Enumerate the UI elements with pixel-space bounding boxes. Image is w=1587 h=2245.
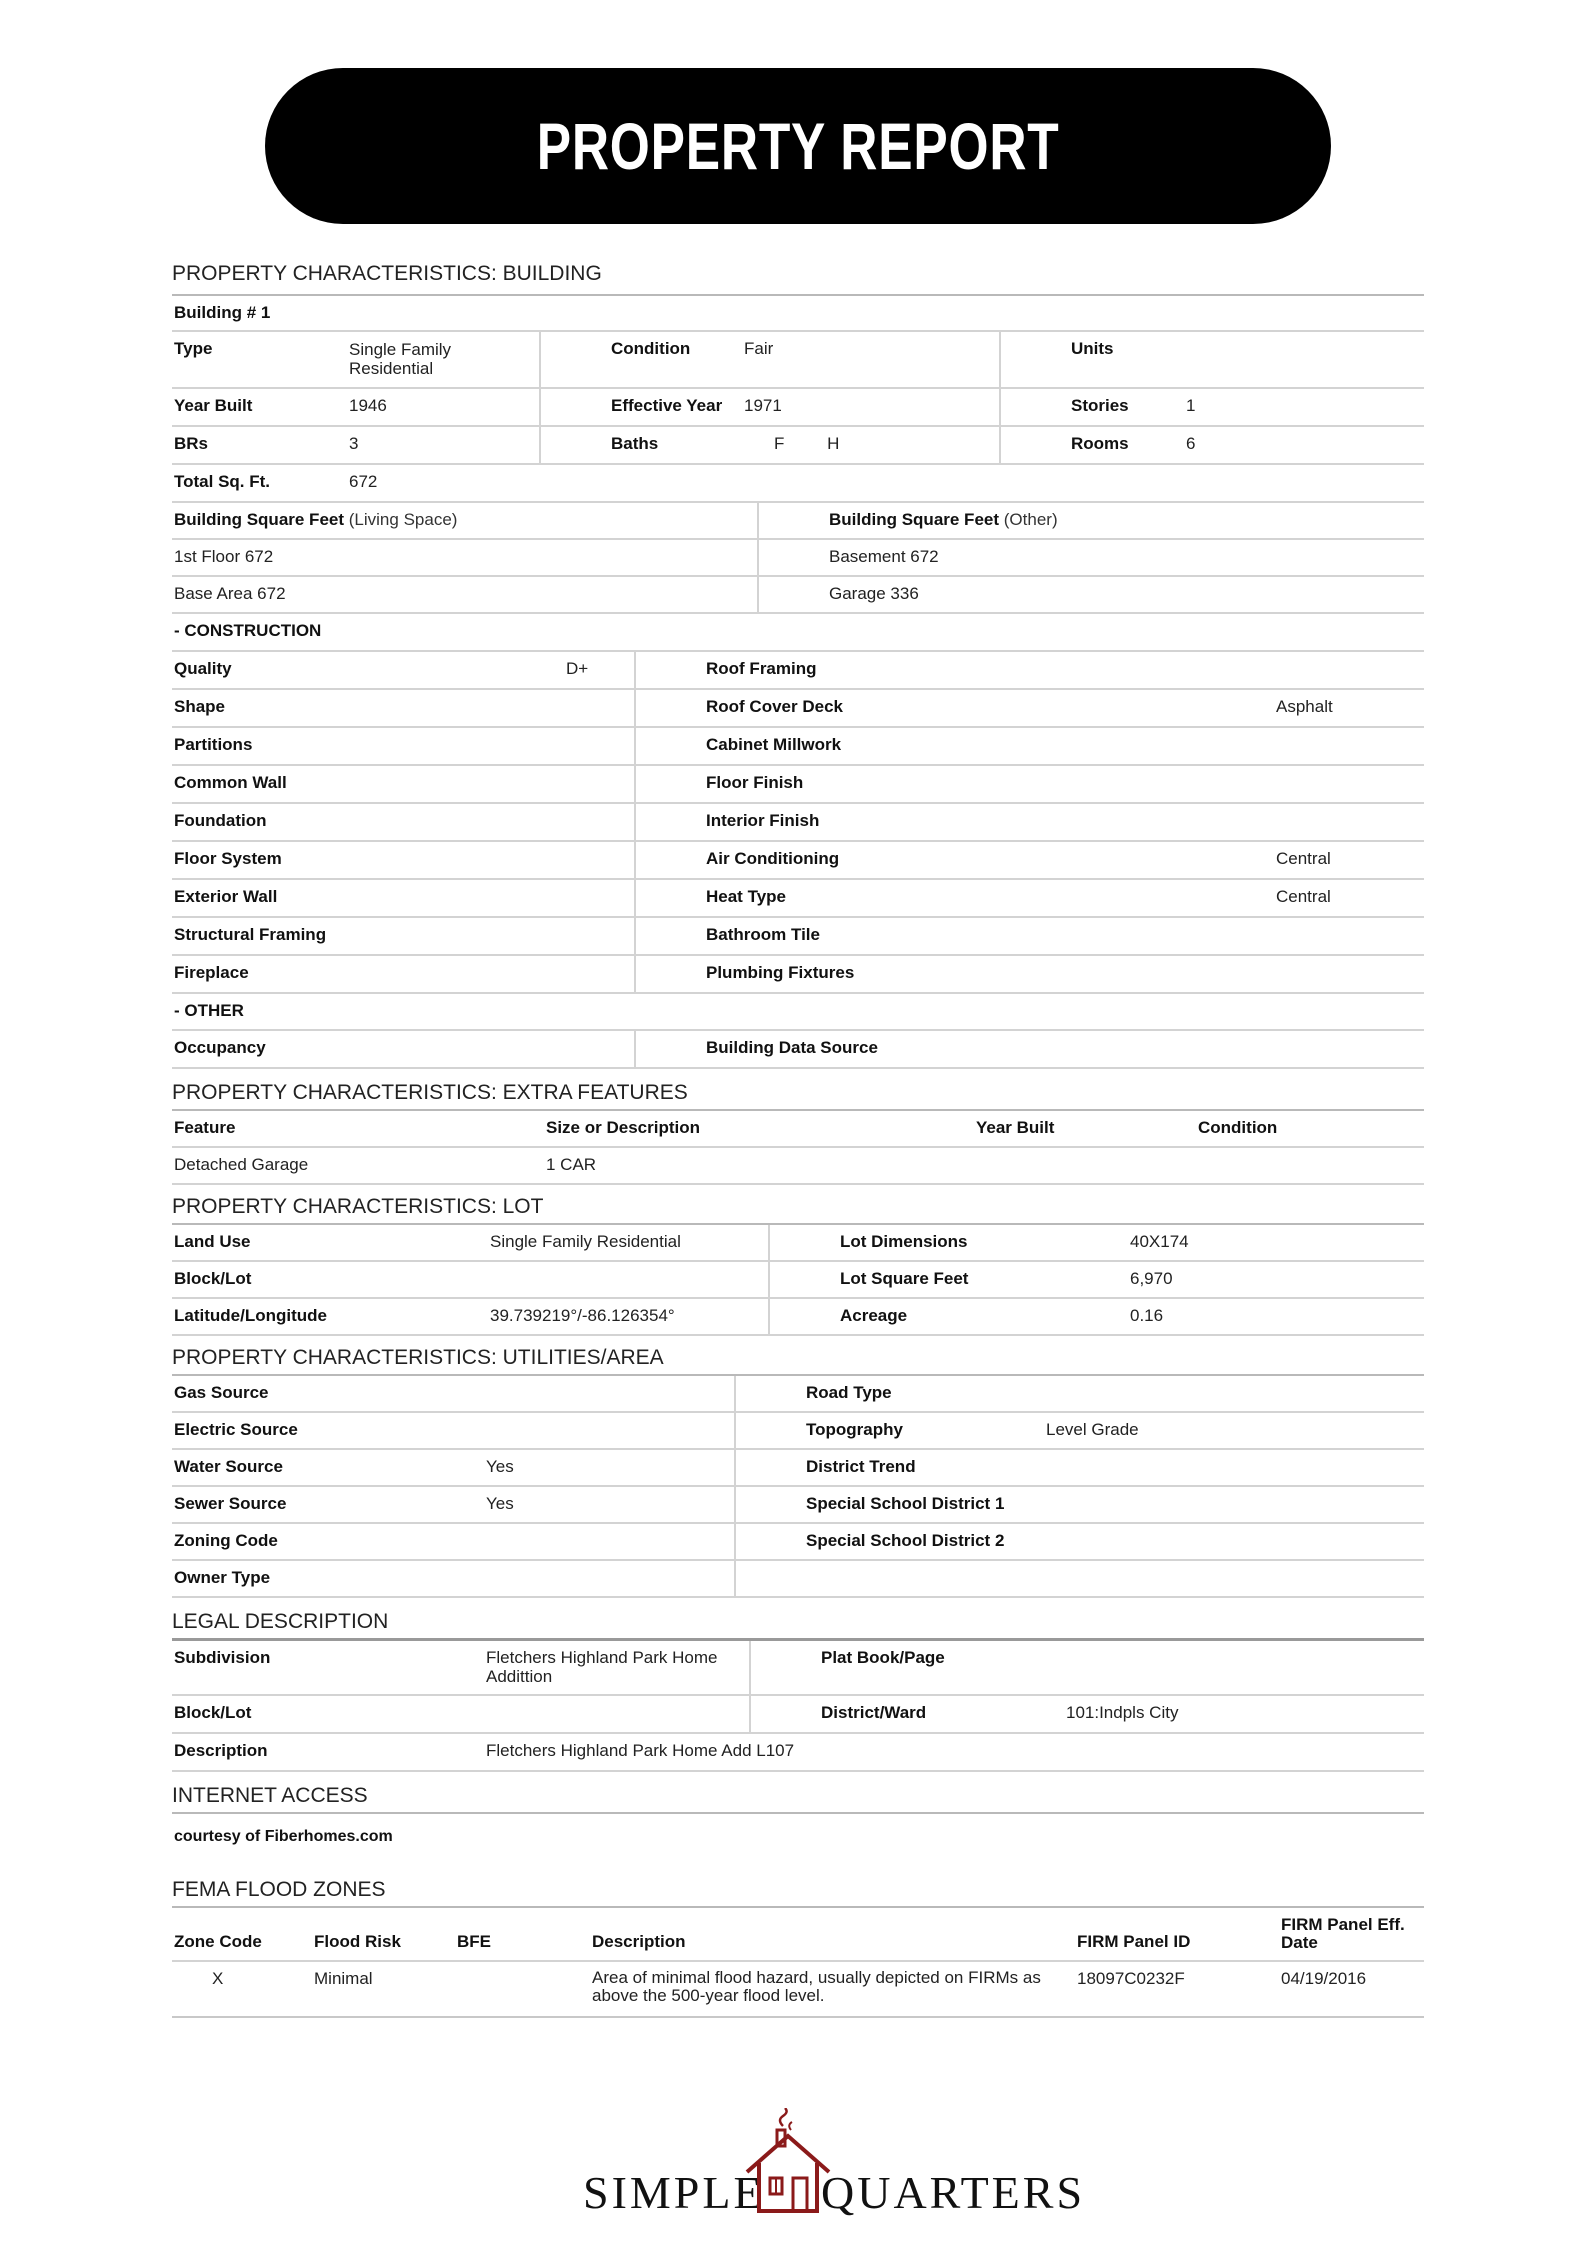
construction-table <box>172 652 1424 994</box>
fema-header-panel-date: FIRM Panel Eff. Date <box>1281 1915 1405 1952</box>
brs-value: 3 <box>349 434 359 453</box>
fema-header-description: Description <box>592 1932 686 1951</box>
fema-header-row <box>172 1908 1424 1962</box>
extra-condition <box>1196 1148 1200 1183</box>
base-area: Base Area 672 <box>174 584 286 603</box>
lot-left-value <box>488 1262 768 1297</box>
utilities-section-title: PROPERTY CHARACTERISTICS: UTILITIES/AREA <box>172 1346 1424 1376</box>
construction-right-label: Bathroom Tile <box>634 918 1274 954</box>
construction-row <box>172 918 1424 956</box>
fema-section-title: FEMA FLOOD ZONES <box>172 1878 1424 1908</box>
lot-row <box>172 1225 1424 1262</box>
construction-left-label: Quality <box>174 659 232 678</box>
utilities-left-label: Water Source <box>174 1457 283 1476</box>
fema-risk: Minimal <box>314 1969 373 1988</box>
utilities-row <box>172 1524 1424 1561</box>
lot-right-label: Lot Dimensions <box>768 1225 1128 1260</box>
construction-left-value <box>564 690 634 726</box>
extra-section-title: PROPERTY CHARACTERISTICS: EXTRA FEATURES <box>172 1081 1424 1111</box>
utilities-right-label: Road Type <box>734 1376 1044 1411</box>
living-space-label: Building Square Feet <box>174 510 345 529</box>
construction-right-label: Air Conditioning <box>634 842 1274 878</box>
logo-text-simple: SIMPLE <box>583 2167 765 2218</box>
utilities-left-label: Sewer Source <box>174 1494 287 1513</box>
legal-blocklot-value <box>484 1696 749 1732</box>
utilities-right-value <box>1044 1450 1048 1485</box>
construction-right-label: Interior Finish <box>634 804 1274 840</box>
utilities-left-value <box>484 1524 734 1559</box>
construction-right-value <box>1274 728 1278 764</box>
extra-year <box>974 1148 1196 1183</box>
effective-year-label: Effective Year <box>539 389 744 425</box>
lot-left-label: Land Use <box>174 1232 251 1251</box>
fema-header-zone: Zone Code <box>174 1932 262 1951</box>
construction-left-value <box>564 842 634 878</box>
extra-feature: Detached Garage <box>174 1155 309 1174</box>
extra-row <box>172 1148 1424 1185</box>
utilities-right-value <box>1044 1561 1048 1596</box>
units-label: Units <box>999 332 1184 387</box>
legal-blocklot-label: Block/Lot <box>174 1703 252 1722</box>
utilities-left-value <box>484 1413 734 1448</box>
fema-zone: X <box>212 1969 224 1988</box>
utilities-right-label: District Trend <box>734 1450 1044 1485</box>
total-sqft-value: 672 <box>349 472 378 491</box>
rooms-row <box>172 427 1424 465</box>
fema-header-risk: Flood Risk <box>314 1932 401 1951</box>
construction-left-label: Exterior Wall <box>174 887 278 906</box>
utilities-right-value <box>1044 1487 1048 1522</box>
lot-right-label: Lot Square Feet <box>768 1262 1128 1297</box>
lot-left-value: 39.739219°/-86.126354° <box>490 1306 675 1325</box>
stories-label: Stories <box>999 389 1184 425</box>
construction-left-label: Shape <box>174 697 226 716</box>
baths-full: F <box>774 434 785 453</box>
internet-section-title: INTERNET ACCESS <box>172 1784 1424 1814</box>
lot-table <box>172 1225 1424 1336</box>
utilities-row <box>172 1561 1424 1598</box>
simple-quarters-logo <box>583 2108 1086 2218</box>
other-title: - OTHER <box>174 1001 244 1020</box>
baths-label: Baths <box>539 427 744 463</box>
other-space-label: Building Square Feet <box>829 510 1000 529</box>
utilities-right-value <box>1044 1376 1048 1411</box>
utilities-row <box>172 1413 1424 1450</box>
type-value: Single Family Residential <box>349 340 452 378</box>
brs-label: BRs <box>174 434 209 453</box>
subdivision-value: Fletchers Highland Park Home Addittion <box>486 1648 718 1686</box>
construction-right-label: Roof Framing <box>634 652 1274 688</box>
plat-label: Plat Book/Page <box>749 1641 1064 1694</box>
lot-section-title: PROPERTY CHARACTERISTICS: LOT <box>172 1195 1424 1225</box>
lot-row <box>172 1262 1424 1299</box>
house-icon <box>743 2108 833 2218</box>
extra-header-feature: Feature <box>174 1118 236 1137</box>
lot-right-value: 40X174 <box>1130 1232 1189 1251</box>
utilities-left-label: Zoning Code <box>174 1531 278 1550</box>
report-content <box>172 262 1424 2018</box>
lot-left-label: Block/Lot <box>174 1269 252 1288</box>
report-title-banner <box>265 68 1331 224</box>
plat-value <box>1064 1641 1068 1694</box>
fema-header-panel-id: FIRM Panel ID <box>1077 1932 1191 1951</box>
baths-half: H <box>827 434 840 453</box>
other-title-row <box>172 994 1424 1031</box>
garage: Garage 336 <box>757 577 921 612</box>
construction-row <box>172 842 1424 880</box>
utilities-left-value <box>484 1376 734 1411</box>
construction-left-value: D+ <box>566 659 589 678</box>
data-source-label: Building Data Source <box>634 1031 880 1067</box>
construction-left-value <box>564 728 634 764</box>
condition-label: Condition <box>539 332 744 387</box>
utilities-right-label: Topography <box>734 1413 1044 1448</box>
construction-row <box>172 652 1424 690</box>
construction-right-value: Central <box>1276 849 1331 868</box>
building-number-row <box>172 296 1424 332</box>
year-built-label: Year Built <box>174 396 253 415</box>
construction-right-value: Central <box>1276 887 1331 906</box>
construction-left-label: Fireplace <box>174 963 249 982</box>
construction-right-value <box>1274 804 1278 840</box>
type-row <box>172 332 1424 389</box>
rooms-label: Rooms <box>999 427 1184 463</box>
construction-row <box>172 690 1424 728</box>
occupancy-label: Occupancy <box>174 1038 266 1057</box>
effective-year-value: 1971 <box>744 396 782 415</box>
utilities-left-value: Yes <box>486 1494 514 1513</box>
utilities-left-label: Owner Type <box>174 1568 271 1587</box>
construction-right-label: Plumbing Fixtures <box>634 956 1274 992</box>
fema-bfe <box>455 1962 590 2016</box>
legal-description-label: Description <box>174 1741 268 1760</box>
first-floor: 1st Floor 672 <box>174 547 274 566</box>
utilities-right-label: Special School District 2 <box>734 1524 1044 1559</box>
condition-value: Fair <box>744 339 774 358</box>
construction-left-value <box>564 766 634 802</box>
lot-right-value: 0.16 <box>1130 1306 1164 1325</box>
legal-description-row <box>172 1734 1424 1772</box>
lot-right-value: 6,970 <box>1130 1269 1173 1288</box>
construction-left-value <box>564 804 634 840</box>
other-space-sub: (Other) <box>1003 510 1058 529</box>
utilities-right-label <box>734 1561 1044 1596</box>
total-sqft-label: Total Sq. Ft. <box>174 472 271 491</box>
construction-right-label: Cabinet Millwork <box>634 728 1274 764</box>
district-label: District/Ward <box>749 1696 1064 1732</box>
district-value: 101:Indpls City <box>1066 1703 1179 1722</box>
lot-left-label: Latitude/Longitude <box>174 1306 327 1325</box>
logo-text-quarters: QUARTERS <box>821 2167 1086 2218</box>
construction-title-row <box>172 614 1424 652</box>
sqft-row-2 <box>172 577 1424 614</box>
type-label: Type <box>174 339 213 358</box>
living-space-sub: (Living Space) <box>348 510 458 529</box>
construction-left-value <box>564 918 634 954</box>
construction-left-label: Floor System <box>174 849 282 868</box>
construction-left-value <box>564 956 634 992</box>
construction-right-label: Heat Type <box>634 880 1274 916</box>
utilities-row <box>172 1487 1424 1524</box>
construction-row <box>172 728 1424 766</box>
legal-description-value: Fletchers Highland Park Home Add L107 <box>486 1741 795 1760</box>
legal-section-title: LEGAL DESCRIPTION <box>172 1610 1424 1641</box>
utilities-row <box>172 1450 1424 1487</box>
basement: Basement 672 <box>757 540 941 575</box>
construction-row <box>172 804 1424 842</box>
construction-left-label: Partitions <box>174 735 253 754</box>
fema-description: Area of minimal flood hazard, usually depicted on FIRMs as above the 500-year flood level. <box>592 1968 1041 2005</box>
occupancy-row <box>172 1031 1424 1069</box>
construction-right-value <box>1274 652 1278 688</box>
rooms-value: 6 <box>1186 434 1196 453</box>
construction-left-label: Structural Framing <box>174 925 327 944</box>
construction-row <box>172 956 1424 994</box>
construction-row <box>172 880 1424 918</box>
lot-left-value: Single Family Residential <box>490 1232 681 1251</box>
extra-size: 1 CAR <box>546 1155 597 1174</box>
utilities-right-value <box>1044 1524 1048 1559</box>
fema-panel-id: 18097C0232F <box>1077 1969 1185 1988</box>
construction-left-label: Foundation <box>174 811 267 830</box>
utilities-left-value <box>484 1561 734 1596</box>
utilities-row <box>172 1376 1424 1413</box>
units-value <box>1184 332 1188 387</box>
building-number: Building # 1 <box>174 303 271 322</box>
construction-right-value: Asphalt <box>1276 697 1333 716</box>
year-row <box>172 389 1424 427</box>
legal-blocklot-row <box>172 1696 1424 1734</box>
utilities-right-value: Level Grade <box>1046 1420 1139 1439</box>
construction-row <box>172 766 1424 804</box>
extra-header-condition: Condition <box>1198 1118 1278 1137</box>
sqft-header-row <box>172 503 1424 540</box>
year-built-value: 1946 <box>349 396 387 415</box>
report-title: PROPERTY REPORT <box>536 109 1060 183</box>
construction-left-value <box>564 880 634 916</box>
construction-left-label: Common Wall <box>174 773 287 792</box>
utilities-right-label: Special School District 1 <box>734 1487 1044 1522</box>
fema-row <box>172 1962 1424 2018</box>
lot-row <box>172 1299 1424 1336</box>
construction-right-value <box>1274 956 1278 992</box>
extra-header-size: Size or Description <box>546 1118 700 1137</box>
construction-right-label: Roof Cover Deck <box>634 690 1274 726</box>
lot-right-label: Acreage <box>768 1299 1128 1334</box>
construction-right-value <box>1274 918 1278 954</box>
utilities-left-label: Electric Source <box>174 1420 298 1439</box>
fema-panel-date: 04/19/2016 <box>1281 1969 1367 1988</box>
extra-header-row <box>172 1111 1424 1148</box>
utilities-table <box>172 1376 1424 1598</box>
subdivision-row <box>172 1641 1424 1696</box>
utilities-left-label: Gas Source <box>174 1383 269 1402</box>
construction-right-label: Floor Finish <box>634 766 1274 802</box>
utilities-left-value: Yes <box>486 1457 514 1476</box>
sqft-row-1 <box>172 540 1424 577</box>
internet-text: courtesy of Fiberhomes.com <box>174 1828 393 1845</box>
stories-value: 1 <box>1186 396 1196 415</box>
subdivision-label: Subdivision <box>174 1648 271 1667</box>
construction-right-value <box>1274 766 1278 802</box>
construction-title: - CONSTRUCTION <box>174 621 322 640</box>
total-sqft-row <box>172 465 1424 503</box>
fema-header-bfe: BFE <box>457 1932 491 1951</box>
building-section-title: PROPERTY CHARACTERISTICS: BUILDING <box>172 262 1424 296</box>
extra-header-year: Year Built <box>976 1118 1055 1137</box>
